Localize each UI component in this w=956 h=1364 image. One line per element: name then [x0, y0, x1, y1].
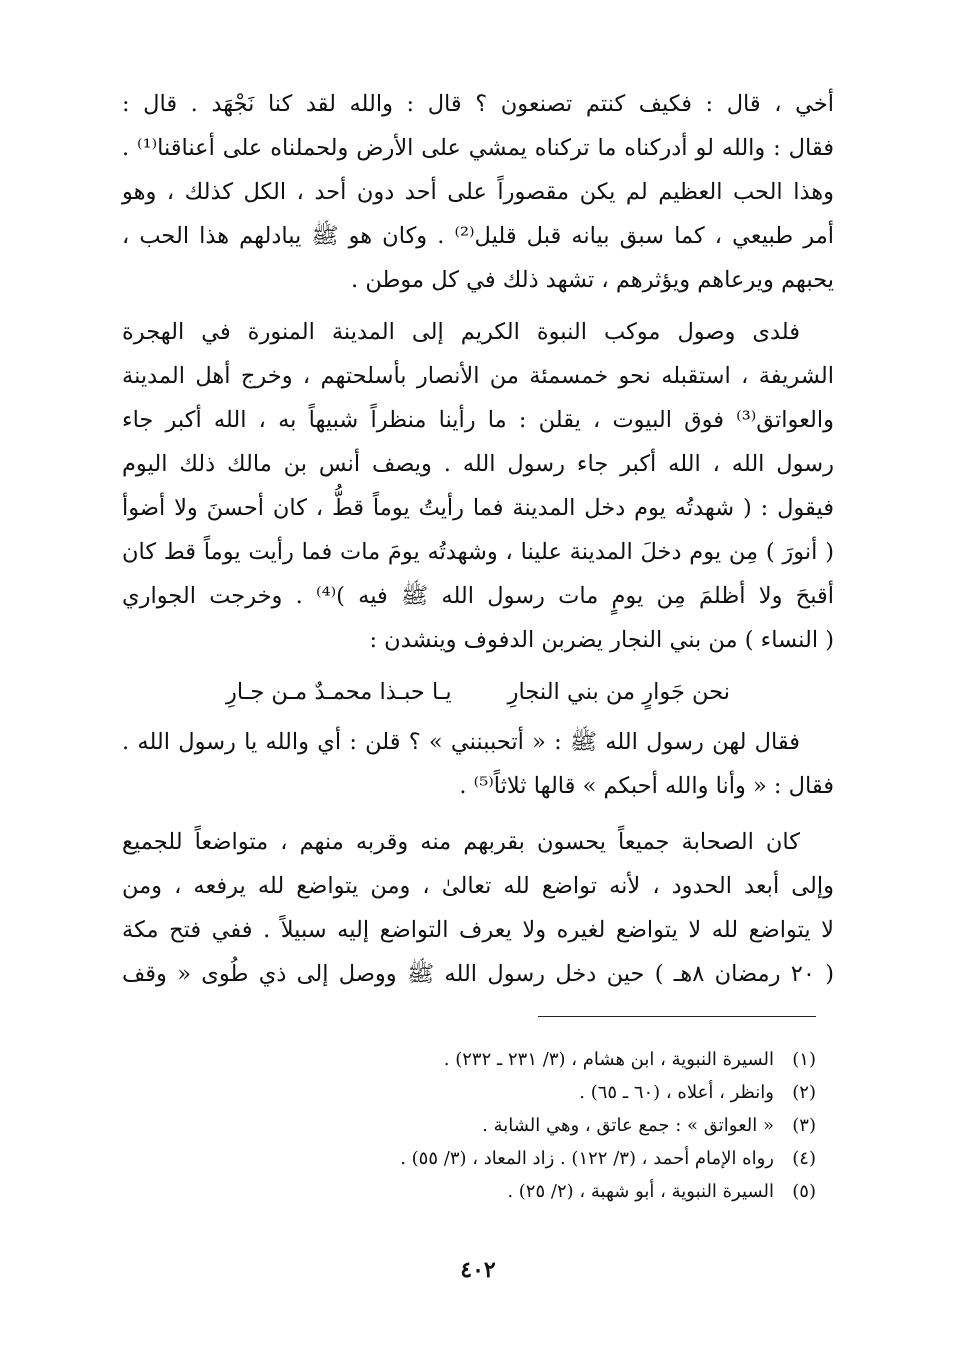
text-line: فقال : « وأنا والله أحبكم » قالها ثلاثاً⁽⁵⁾ . — [459, 773, 834, 799]
footnote-number: (٥) — [792, 1181, 816, 1202]
paragraph-1 — [122, 82, 834, 302]
footnote-number: (٣) — [792, 1115, 816, 1136]
footnote-item — [126, 1142, 816, 1175]
text-line: فقال : والله لو أدركناه ما تركناه يمشي على الأرض ولحملناه على أعناقنا⁽¹⁾ . — [122, 135, 834, 161]
text-line: فلدى وصول موكب النبوة الكريم إلى المدينة المنورة في الهجرة — [122, 319, 800, 345]
text-line: يحبهم ويرعاهم ويؤثرهم ، تشهد ذلك في كل موطن . — [351, 267, 834, 293]
text-line: ( النساء ) من بني النجار يضربن الدفوف وينشدن : — [369, 627, 834, 653]
text-line: فيقول : ( شهدتُه يوم دخل المدينة فما رأيتُ يوماً قطُّ ، كان أحسنَ ولا أضوأ — [122, 495, 834, 521]
poem-verse — [122, 668, 834, 716]
text-line: وهذا الحب العظيم لم يكن مقصوراً على أحد دون أحد ، الكل كذلك ، وهو — [122, 179, 834, 205]
footnote-separator — [538, 1016, 816, 1017]
footnote-item — [126, 1175, 816, 1208]
text-line: الشريفة ، استقبله نحو خمسمئة من الأنصار بأسلحتهم ، وخرج أهل المدينة — [122, 363, 834, 389]
text-line: أمر طبيعي ، كما سبق بيانه قبل قليل⁽²⁾ . وكان هو ﷺ يبادلهم هذا الحب ، — [122, 223, 835, 249]
paragraph-4 — [122, 820, 834, 996]
text-line: ( أنورَ ) مِن يوم دخلَ المدينة علينا ، وشهدتُه يومَ مات فما رأيت يوماً قط كان — [122, 539, 834, 565]
footnote-text: السيرة النبوية ، أبو شهبة ، (٢/ ٢٥) . — [507, 1181, 774, 1202]
text-line: أخي ، قال : فكيف كنتم تصنعون ؟ قال : والله لقد كنا نَجْهَد . قال : — [122, 91, 834, 117]
poem-second-hemistich: يـا حبـذا محمـدٌ مـن جـارِ — [226, 679, 452, 705]
main-text — [122, 82, 834, 996]
footnote-text: « العواتق » : جمع عاتق ، وهي الشابة . — [482, 1115, 774, 1136]
text-line: لا يتواضع لله لا يتواضع لغيره ولا يعرف التواضع إليه سبيلاً . ففي فتح مكة — [122, 917, 834, 943]
footnotes — [126, 1043, 816, 1208]
page-number: ٤٠٢ — [460, 1257, 496, 1283]
text-line: رسول الله ، الله أكبر جاء رسول الله . ويصف أنس بن مالك ذلك اليوم — [122, 451, 834, 477]
paragraph-3 — [122, 720, 834, 808]
footnote-number: (٤) — [792, 1148, 816, 1169]
text-line: فقال لهن رسول الله ﷺ : « أتحببنني » ؟ قلن : أي والله يا رسول الله . — [122, 729, 800, 755]
footnote-item — [126, 1076, 816, 1109]
footnote-text: السيرة النبوية ، ابن هشام ، (٣/ ٢٣١ ـ ٢٣٢) . — [443, 1049, 774, 1070]
text-line: والعواتق⁽³⁾ فوق البيوت ، يقلن : ما رأينا منظراً شبيهاً به ، الله أكبر جاء — [122, 407, 834, 433]
footnote-number: (١) — [792, 1049, 816, 1070]
text-line: أقبحَ ولا أظلمَ مِن يومٍ مات رسول الله ﷺ فيه )⁽⁴⁾ . وخرجت الجواري — [122, 583, 835, 609]
footnote-text: وانظر ، أعلاه ، (٦٠ ـ ٦٥) . — [579, 1082, 774, 1103]
text-line: كان الصحابة جميعاً يحسون بقربهم منه وقربه منهم ، متواضعاً للجميع — [122, 829, 800, 855]
footnote-item — [126, 1043, 816, 1076]
footnote-number: (٢) — [792, 1082, 816, 1103]
poem-first-hemistich: نحن جَوارٍ من بني النجارِ — [507, 679, 730, 705]
text-line: ( ٢٠ رمضان ٨هـ ) حين دخل رسول الله ﷺ ووصل إلى ذي طُوى « وقف — [122, 961, 834, 987]
paragraph-2 — [122, 310, 834, 662]
footnote-item — [126, 1109, 816, 1142]
text-line: وإلى أبعد الحدود ، لأنه تواضع لله تعالىٰ ، ومن يتواضع لله يرفعه ، ومن — [122, 873, 834, 899]
footnote-text: رواه الإمام أحمد ، (٣/ ١٢٢) . زاد المعاد ، (٣/ ٥٥) . — [400, 1148, 774, 1169]
